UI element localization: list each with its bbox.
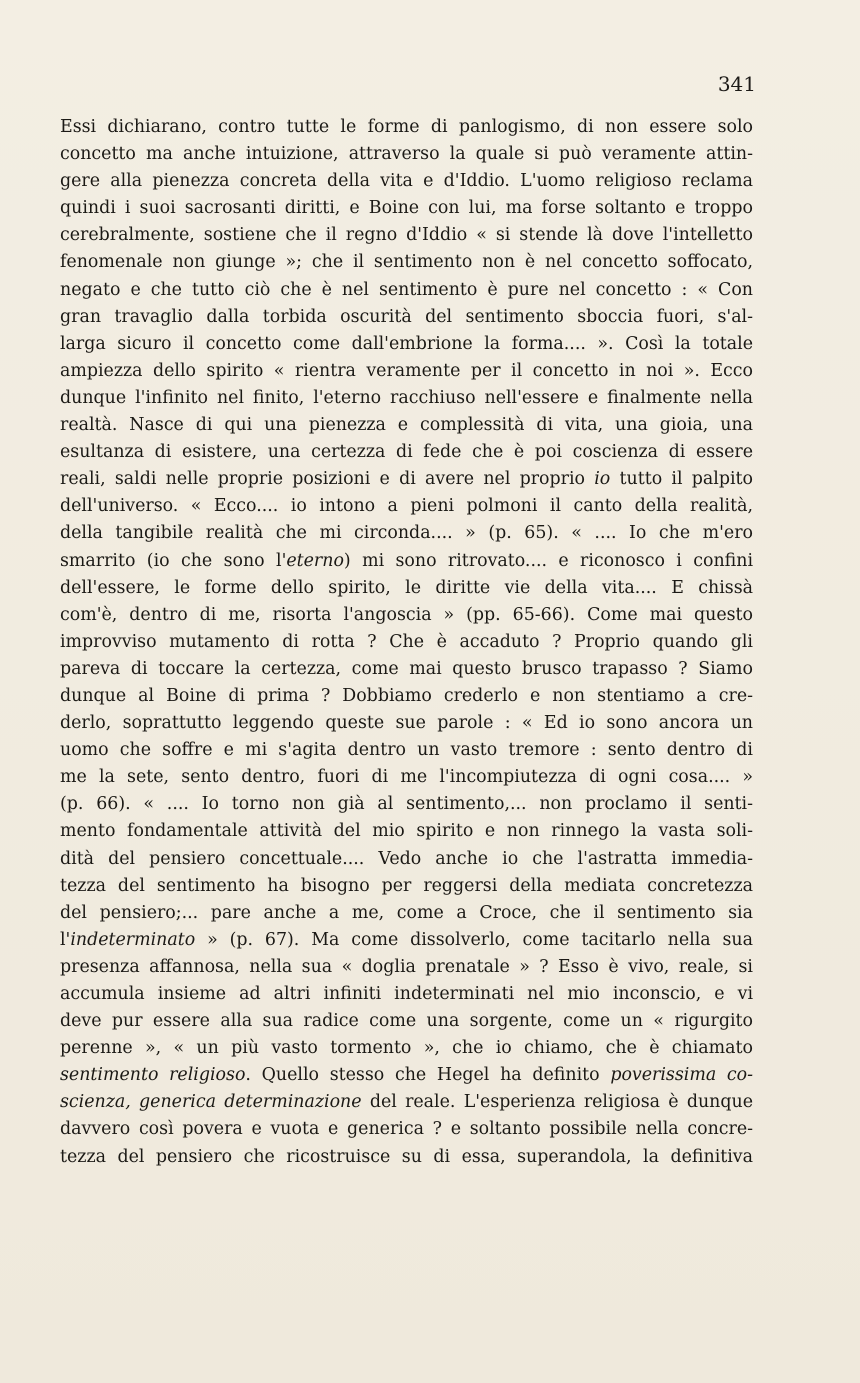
text-line — [60, 737, 753, 764]
italic-text: scienza, generica determinazione — [60, 1092, 362, 1113]
text-segment: me la sete, sento dentro, fuori di me l'incompiutezza di ogni cosa.... » — [60, 767, 753, 788]
text-line — [60, 358, 753, 385]
text-segment: tezza del sentimento ha bisogno per reggersi della mediata concretezza — [60, 875, 753, 896]
text-line — [60, 114, 753, 141]
text-segment: com'è, dentro di me, risorta l'angoscia » (pp. 65-66). Come mai questo — [60, 604, 753, 625]
text-line — [60, 710, 753, 737]
text-line — [60, 1008, 753, 1035]
body-text — [60, 114, 753, 1171]
text-line — [60, 141, 753, 168]
text-segment: del reale. L'esperienza religiosa è dunque — [361, 1092, 753, 1113]
text-segment: uomo che soffre e mi s'agita dentro un vasto tremore : sento dentro di — [60, 740, 753, 761]
text-line — [60, 927, 753, 954]
text-line — [60, 900, 753, 927]
text-line — [60, 1144, 753, 1171]
text-segment: mento fondamentale attività del mio spirito e non rinnego la vasta soli- — [60, 821, 753, 842]
text-line — [60, 277, 753, 304]
text-line — [60, 575, 753, 602]
text-segment: » (p. 67). Ma come dissolverlo, come tacitarlo nella sua — [195, 929, 753, 950]
text-line — [60, 954, 753, 981]
text-segment: negato e che tutto ciò che è nel sentimento è pure nel concetto : « Con — [60, 279, 753, 300]
text-line — [60, 764, 753, 791]
italic-text: eterno — [286, 550, 344, 571]
text-segment: improvviso mutamento di rotta ? Che è accaduto ? Proprio quando gli — [60, 631, 753, 652]
text-segment: cerebralmente, sostiene che il regno d'Iddio « si stende là dove l'intelletto — [60, 225, 753, 246]
text-segment: (p. 66). « .... Io torno non già al sentimento,... non proclamo il senti- — [60, 794, 753, 815]
text-segment: dell'universo. « Ecco.... io intono a pieni polmoni il canto della realità, — [60, 496, 753, 517]
text-segment: dunque al Boine di prima ? Dobbiamo crederlo e non stentiamo a cre- — [60, 685, 753, 706]
text-segment: Essi dichiarano, contro tutte le forme di panlogismo, di non essere solo — [60, 117, 753, 137]
text-segment: smarrito (io che sono l' — [60, 550, 287, 571]
text-segment: dità del pensiero concettuale.... Vedo anche io che l'astratta immedia- — [60, 848, 753, 869]
text-line — [60, 791, 753, 818]
text-segment: deve pur essere alla sua radice come una sorgente, come un « rigurgito — [60, 1011, 753, 1032]
text-line — [60, 222, 753, 249]
text-segment: gran travaglio dalla torbida oscurità del sentimento sboccia fuori, s'al- — [60, 306, 753, 327]
text-line — [60, 412, 753, 439]
text-line — [60, 1116, 753, 1143]
text-segment: quindi i suoi sacrosanti diritti, e Boine con lui, ma forse soltanto e troppo — [60, 198, 753, 219]
text-segment: ) mi sono ritrovato.... e riconosco i confini — [343, 550, 754, 571]
text-segment: accumula insieme ad altri infiniti indeterminati nel mio inconscio, e vi — [60, 984, 753, 1004]
text-line — [60, 466, 753, 493]
text-segment: larga sicuro il concetto come dall'embrione la forma.... ». Così la totale — [60, 333, 753, 354]
text-segment: tutto il palpito — [610, 469, 753, 490]
text-segment: concetto ma anche intuizione, attraverso la quale si può veramente attin- — [60, 144, 753, 165]
page-number: 341 — [717, 72, 756, 96]
text-segment: dunque l'infinito nel finito, l'eterno racchiuso nell'essere e finalmente nella — [60, 387, 753, 408]
text-line — [60, 629, 753, 656]
text-segment: dell'essere, le forme dello spirito, le diritte vie della vita.... E chissà — [60, 577, 753, 598]
text-line — [60, 1062, 753, 1089]
text-segment: esultanza di esistere, una certezza di fede che è poi coscienza di essere — [60, 442, 753, 463]
italic-text: sentimento religioso — [60, 1065, 246, 1086]
text-segment: fenomenale non giunge »; che il sentimento non è nel concetto soffocato, — [60, 252, 753, 273]
text-line — [60, 873, 753, 900]
text-line — [60, 168, 753, 195]
text-line — [60, 195, 753, 222]
text-segment: presenza affannosa, nella sua « doglia prenatale » ? Esso è vivo, reale, si — [60, 956, 753, 977]
text-line — [60, 249, 753, 276]
text-line — [60, 818, 753, 845]
text-segment: . Quello stesso che Hegel ha definito — [245, 1065, 611, 1086]
text-segment: reali, saldi nelle proprie posizioni e di avere nel proprio — [60, 469, 595, 490]
text-segment: perenne », « un più vasto tormento », che io chiamo, che è chiamato — [60, 1038, 753, 1059]
text-line — [60, 520, 753, 547]
text-line — [60, 304, 753, 331]
italic-text: indeterminato — [70, 929, 196, 950]
text-line — [60, 846, 753, 873]
text-line — [60, 331, 753, 358]
text-line — [60, 439, 753, 466]
text-segment: del pensiero;... pare anche a me, come a Croce, che il sentimento sia — [60, 902, 753, 923]
text-line — [60, 683, 753, 710]
text-line — [60, 548, 753, 575]
text-line — [60, 493, 753, 520]
text-line — [60, 385, 753, 412]
text-line — [60, 981, 753, 1008]
text-segment: pareva di toccare la certezza, come mai questo brusco trapasso ? Siamo — [60, 658, 753, 679]
text-segment: derlo, soprattutto leggendo queste sue parole : « Ed io sono ancora un — [60, 713, 753, 734]
italic-text: poverissima co- — [610, 1065, 753, 1086]
text-segment: ampiezza dello spirito « rientra veramente per il concetto in noi ». Ecco — [60, 360, 753, 381]
text-segment: davvero così povera e vuota e generica ? e soltanto possibile nella concre- — [60, 1119, 753, 1140]
text-segment: tezza del pensiero che ricostruisce su di essa, superandola, la definitiva — [60, 1146, 753, 1167]
text-line — [60, 656, 753, 683]
text-line — [60, 602, 753, 629]
text-line — [60, 1035, 753, 1062]
text-segment: l' — [60, 929, 71, 950]
text-segment: gere alla pienezza concreta della vita e d'Iddio. L'uomo religioso reclama — [60, 171, 753, 192]
text-segment: della tangibile realità che mi circonda.... » (p. 65). « .... Io che m'ero — [60, 523, 753, 544]
text-segment: realtà. Nasce di qui una pienezza e complessità di vita, una gioia, una — [60, 415, 753, 436]
text-line — [60, 1089, 753, 1116]
italic-text: io — [594, 469, 611, 490]
